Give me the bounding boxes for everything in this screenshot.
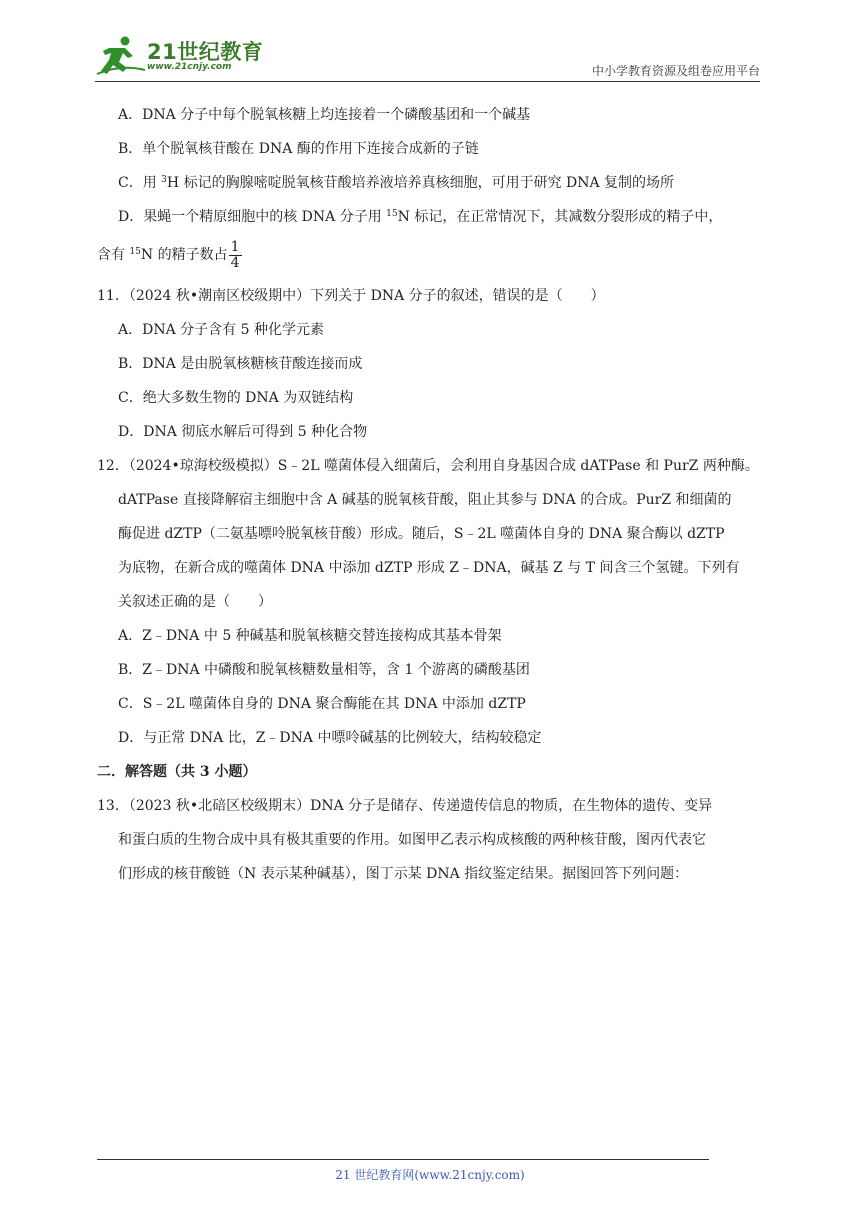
q10-option-c-post: H 标记的胸腺嘧啶脱氧核苷酸培养液培养真核细胞，可用于研究 DNA 复制的场所 (166, 175, 675, 191)
q11-option-b: B．DNA 是由脱氧核糖核苷酸连接而成 (118, 356, 363, 372)
q13-stem-line-2: 和蛋白质的生物合成中具有极其重要的作用。如图甲乙表示构成核酸的两种核苷酸，图丙代表它 (118, 832, 706, 848)
q12-option-d: D．与正常 DNA 比，Z﹣DNA 中嘌呤碱基的比例较大，结构较稳定 (118, 730, 542, 746)
q12-stem-line-4: 为底物，在新合成的噬菌体 DNA 中添加 dZTP 形成 Z﹣DNA，碱基 Z 与 T 间含三个氢键。下列有 (118, 560, 740, 576)
footer-divider (97, 1159, 709, 1160)
q13-stem-line-3: 们形成的核苷酸链（N 表示某种碱基），图丁示某 DNA 指纹鉴定结果。据图回答下列问题： (118, 866, 689, 882)
fraction (229, 240, 242, 271)
q12-stem-line-3: 酶促进 dZTP（二氨基嘌呤脱氧核苷酸）形成。随后，S﹣2L 噬菌体自身的 DNA 聚合酶以 dZTP (118, 526, 725, 542)
q10-option-c-sup: 3 (161, 175, 167, 185)
q12-stem-line-1: 12．（2024•琼海校级模拟）S﹣2L 噬菌体侵入细菌后，会利用自身基因合成 dATPase 和 PurZ 两种酶。 (97, 458, 759, 474)
q12-option-c: C．S﹣2L 噬菌体自身的 DNA 聚合酶能在其 DNA 中添加 dZTP (118, 696, 526, 712)
footer-link[interactable]: 21 世纪教育网(www.21cnjy.com) (335, 1168, 525, 1182)
runner-icon (95, 34, 147, 78)
q10-option-d2-pre: 含有 (97, 247, 130, 263)
q11-option-d: D．DNA 彻底水解后可得到 5 种化合物 (118, 424, 368, 440)
q11-stem: 11．（2024 秋•潮南区校级期中）下列关于 DNA 分子的叙述，错误的是（ ） (97, 288, 605, 304)
q12-stem-line-5: 关叙述正确的是（ ） (118, 594, 272, 610)
q10-option-a: A．DNA 分子中每个脱氧核糖上均连接着一个磷酸基团和一个碱基 (118, 107, 531, 123)
q11-option-a: A．DNA 分子含有 5 种化学元素 (118, 322, 324, 338)
logo-url: www.21cnjy.com (147, 62, 232, 72)
fraction-numerator: 1 (230, 238, 240, 255)
q12-option-b: B．Z﹣DNA 中磷酸和脱氧核糖数量相等，含 1 个游离的磷酸基团 (118, 662, 530, 678)
q10-option-d-pre: D．果蝇一个精原细胞中的核 DNA 分子用 (118, 209, 387, 225)
site-logo[interactable] (95, 34, 265, 78)
page-header (95, 28, 760, 84)
section-title: 二．解答题（共 3 小题） (97, 764, 257, 780)
q12-stem-line-2: dATPase 直接降解宿主细胞中含 A 碱基的脱氧核苷酸，阻止其参与 DNA 的合成。PurZ 和细菌的 (118, 492, 732, 508)
q13-stem-line-1: 13．（2023 秋•北碚区校级期末）DNA 分子是储存、传递遗传信息的物质，在生物体的遗传、变异 (97, 798, 713, 814)
q11-option-c: C．绝大多数生物的 DNA 为双链结构 (118, 390, 354, 406)
q10-option-d (118, 207, 722, 227)
q10-option-d-cont (97, 238, 242, 272)
q10-option-d2-post: N 的精子数占 (140, 247, 228, 263)
q10-option-c-pre: C．用 (118, 175, 162, 191)
q10-option-c (118, 173, 674, 193)
q12-option-a: A．Z﹣DNA 中 5 种碱基和脱氧核糖交替连接构成其基本骨架 (118, 628, 502, 644)
fraction-denominator: 4 (230, 254, 240, 271)
q10-option-d2-sup: 15 (129, 247, 141, 257)
q10-option-b: B．单个脱氧核苷酸在 DNA 酶的作用下连接合成新的子链 (118, 141, 479, 157)
header-divider (95, 81, 760, 82)
platform-label: 中小学教育资源及组卷应用平台 (591, 64, 760, 78)
q10-option-d-sup: 15 (386, 209, 398, 219)
logo-text: 21世纪教育 (147, 40, 264, 64)
q10-option-d-post: N 标记，在正常情况下，其减数分裂形成的精子中， (397, 209, 723, 225)
